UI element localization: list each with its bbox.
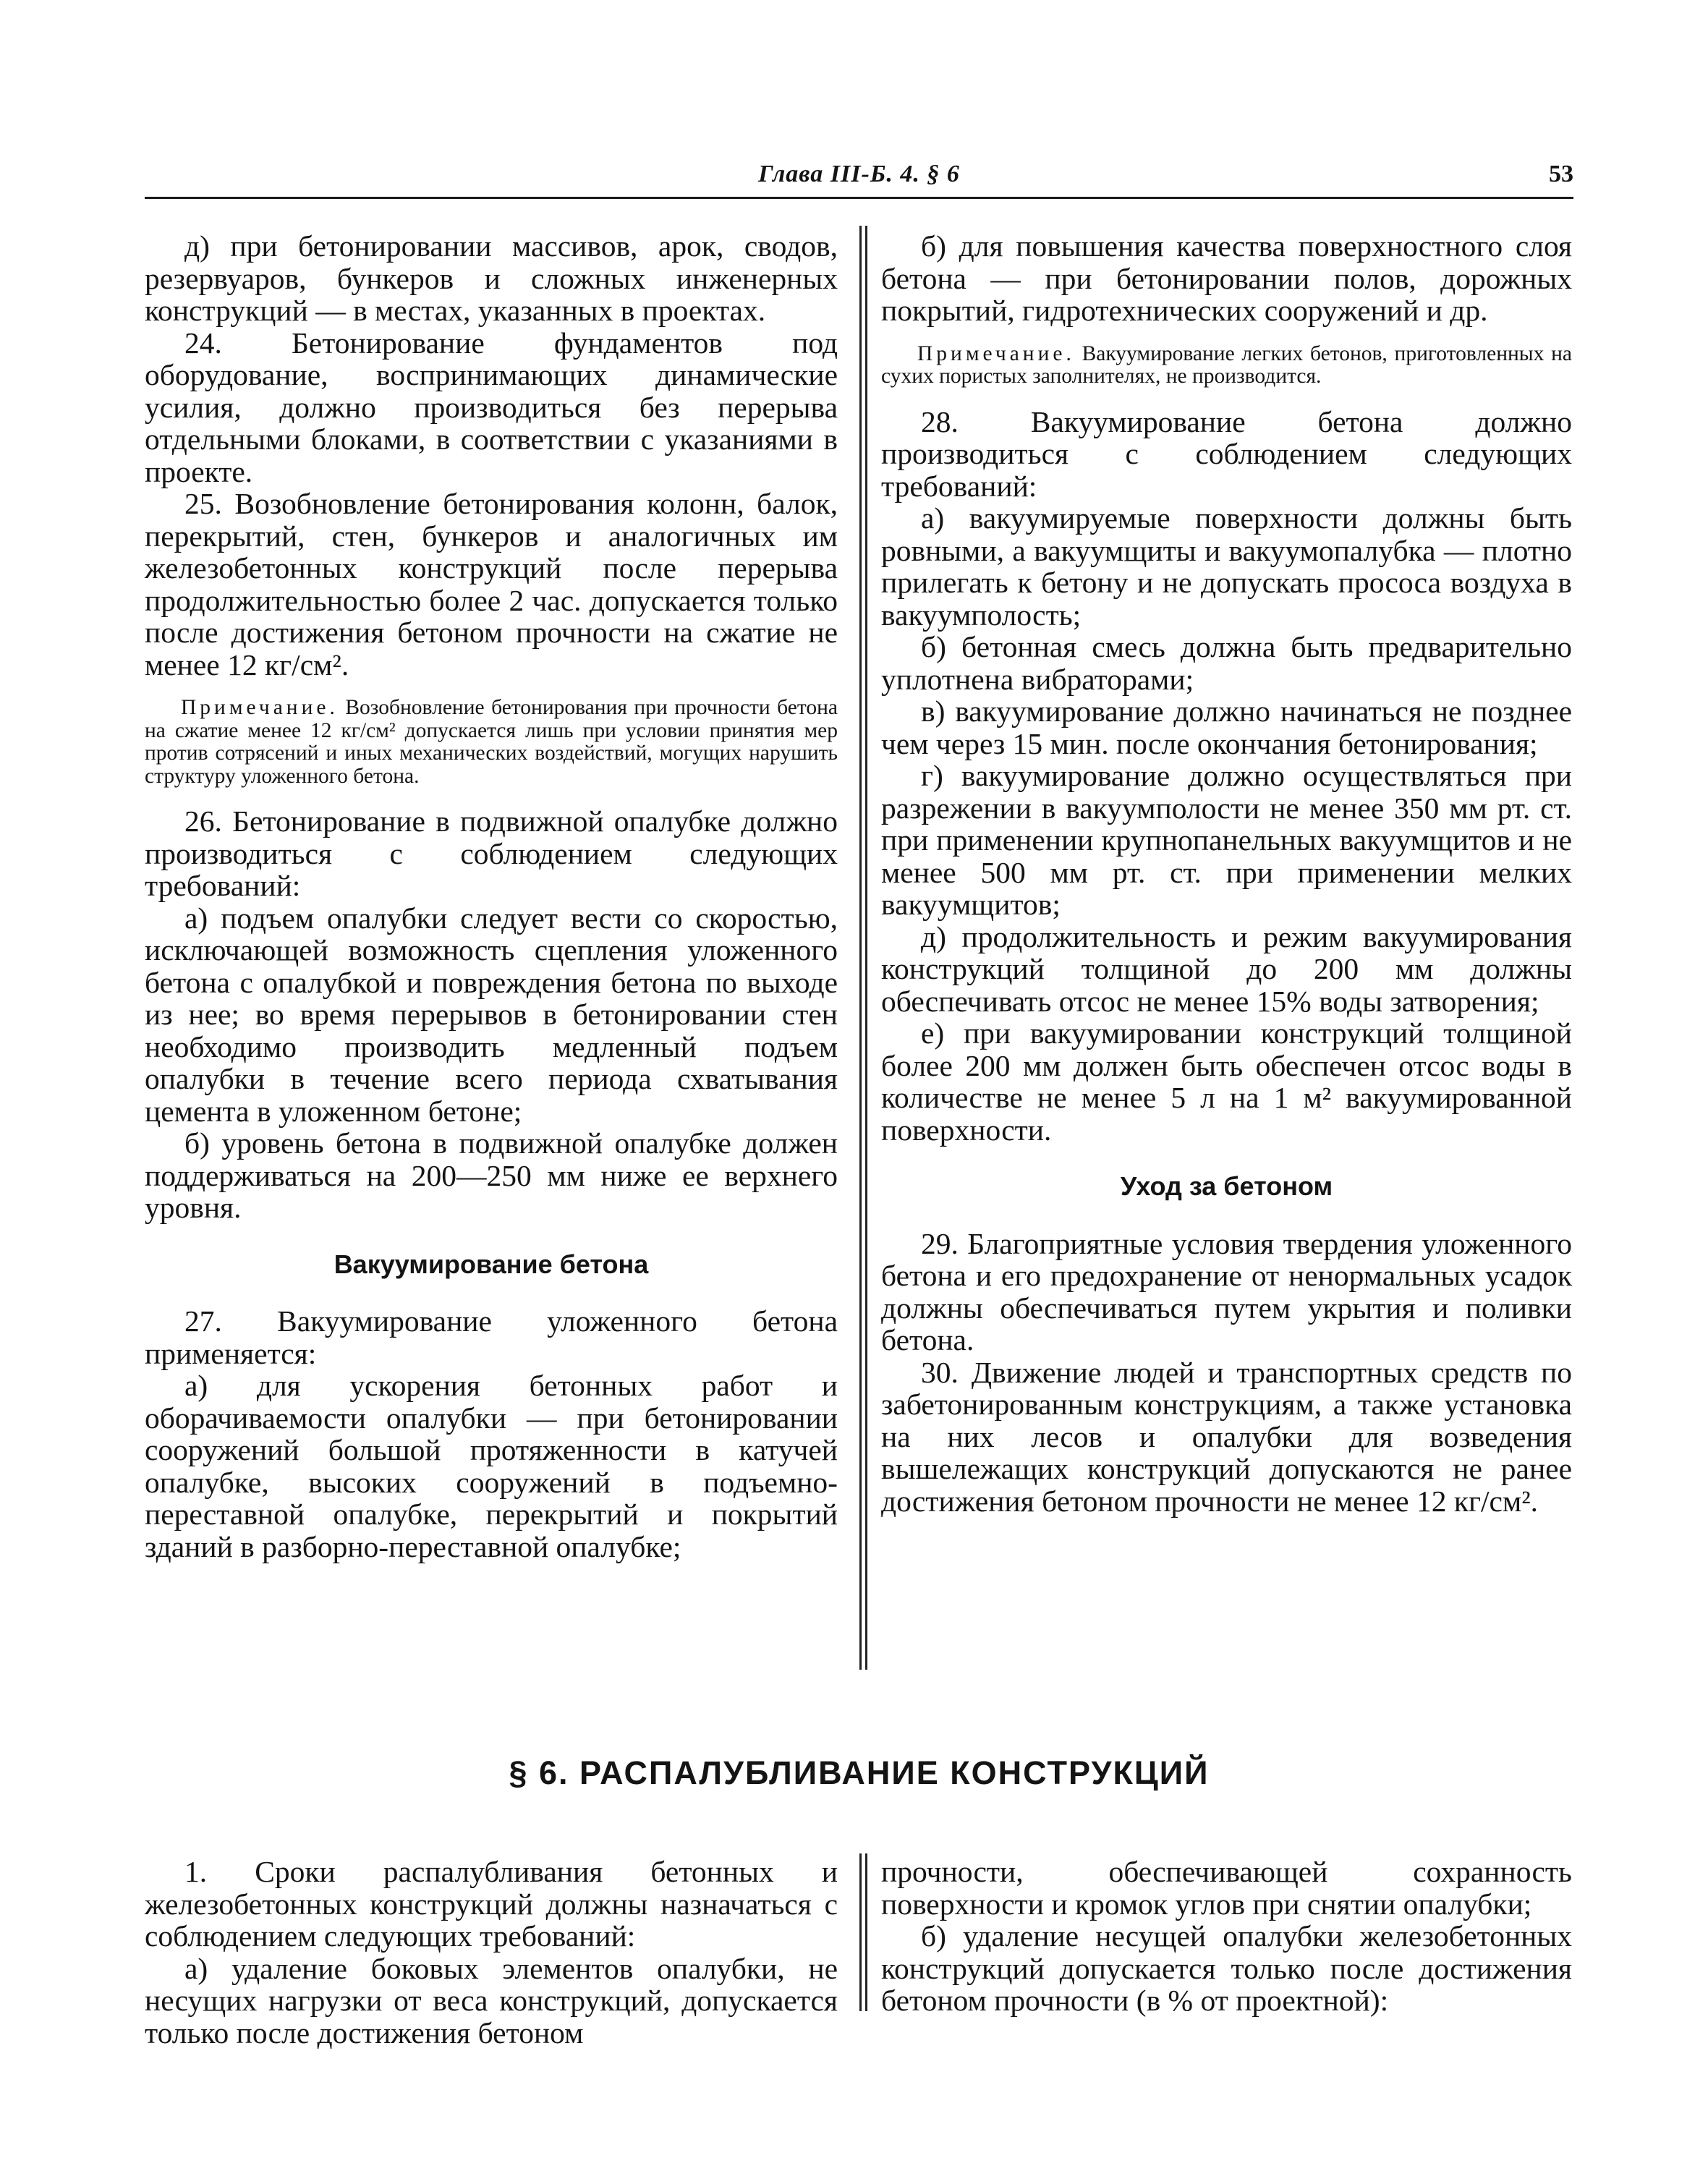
- paragraph-27: 27. Вакуумирование уложенного бетона применяется:: [145, 1304, 838, 1370]
- column-divider: [859, 226, 862, 1670]
- paragraph-24: 24. Бетонирование фундаментов под оборудование, воспринимающих динамические усилия, должно производиться без перерыва отдельными блоками, в соответствии с указаниями в проекте.: [145, 326, 838, 488]
- note: [881, 343, 1572, 388]
- paragraph-29: 29. Благоприятные условия твердения уложенного бетона и его предохранение от ненормальных усадок должны обеспечиваться путем укрытия и поливки бетона.: [881, 1226, 1572, 1356]
- note-label: Примечание.: [917, 341, 1075, 365]
- subheading-care: Уход за бетоном: [1120, 1171, 1333, 1201]
- note-text: Вакуумирование легких бетонов, приготовленных на сухих пористых заполнителях, не производится.: [881, 341, 1572, 388]
- paragraph: д) при бетонировании массивов, арок, сводов, резервуаров, бункеров и сложных инженерных конструкций — в местах, указанных в проектах.: [145, 229, 838, 327]
- paragraph-28c: в) вакуумирование должно начинаться не позднее чем через 15 мин. после окончания бетонирования;: [881, 695, 1572, 760]
- paragraph-27b: б) для повышения качества поверхностного слоя бетона — при бетонировании полов, дорожных покрытий, гидротехнических сооружений и др.: [881, 229, 1572, 327]
- bottom-right-column: [881, 1856, 1572, 2017]
- section-title: § 6. РАСПАЛУБЛИВАНИЕ КОНСТРУКЦИЙ: [509, 1754, 1210, 1791]
- paragraph-28f: е) при вакуумировании конструкций толщиной более 200 мм должен быть обеспечен отсос воды в количестве не менее 5 л на 1 м² вакуумированной поверхности.: [881, 1016, 1572, 1147]
- paragraph-28d: г) вакуумирование должно осуществляться при разрежении в вакуумполости не менее 350 мм рт. ст. при применении крупнопанельных вакуумщитов и не менее 500 мм рт. ст. при применении мелких вакуумщитов;: [881, 759, 1572, 921]
- paragraph-28: 28. Вакуумирование бетона должно производиться с соблюдением следующих требований:: [881, 404, 1572, 503]
- header-rule: [145, 197, 1573, 199]
- paragraph-28a: а) вакуумируемые поверхности должны быть ровными, а вакуумщиты и вакуумопалубка — плотно прилегать к бетону и не допускать прососа воздуха в вакуумполость;: [881, 501, 1572, 632]
- paragraph-26a: а) подъем опалубки следует вести со скоростью, исключающей возможность сцепления уложенного бетона с опалубкой и повреждения бетона по выходе из нее; во время перерывов в бетонировании стен необходимо производить медленный подъем опалубки в течение всего периода схватывания цемента в уложенном бетоне;: [145, 901, 838, 1128]
- note-text: Возобновление бетонирования при прочности бетона на сжатие менее 12 кг/см² допускается лишь при условии принятия мер против сотрясений и иных механических воздействий, могущих нарушить структуру уложенного бетона.: [145, 696, 838, 788]
- paragraph-25: 25. Возобновление бетонирования колонн, балок, перекрытий, стен, бункеров и аналогичных им железобетонных конструкций после перерыва продолжительностью более 2 час. допускается только после достижения бетоном прочности на сжатие не менее 12 кг/см².: [145, 487, 838, 681]
- paragraph-30: 30. Движение людей и транспортных средств по забетонированным конструкциям, а также установка на них лесов и опалубки для возведения вышележащих конструкций допускаются не ранее достижения бетоном прочности не менее 12 кг/см².: [881, 1355, 1572, 1518]
- column-divider: [865, 1853, 867, 2011]
- paragraph-28b: б) бетонная смесь должна быть предварительно уплотнена вибраторами;: [881, 630, 1572, 696]
- paragraph-1a-continued: прочности, обеспечивающей сохранность поверхности и кромок углов при снятии опалубки;: [881, 1855, 1572, 1921]
- column-divider: [859, 1853, 862, 2011]
- paragraph-26: 26. Бетонирование в подвижной опалубке должно производиться с соблюдением следующих требований:: [145, 804, 838, 902]
- paragraph-1a: а) удаление боковых элементов опалубки, не несущих нагрузки от веса конструкций, допускается только после достижения бетоном: [145, 1951, 838, 2050]
- note-label: Примечание.: [181, 696, 339, 719]
- column-divider: [865, 226, 867, 1670]
- top-left-column: [145, 230, 838, 1563]
- running-title: Глава III-Б. 4. § 6: [758, 161, 960, 187]
- bottom-left-column: [145, 1856, 838, 2049]
- note: [145, 697, 838, 788]
- paragraph-28e: д) продолжительность и режим вакуумирования конструкций толщиной до 200 мм должны обеспечивать отсос не менее 15% воды затворения;: [881, 919, 1572, 1018]
- paragraph-27a: а) для ускорения бетонных работ и оборачиваемости опалубки — при бетонировании сооружений большой протяженности в катучей опалубке, высоких сооружений в подъемно-переставной опалубке, перекрытий и покрытий зданий в разборно-переставной опалубке;: [145, 1369, 838, 1563]
- paragraph-1b: б) удаление несущей опалубки железобетонных конструкций допускается только после достижения бетоном прочности (в % от проектной):: [881, 1919, 1572, 2017]
- paragraph-26b: б) уровень бетона в подвижной опалубке должен поддерживаться на 200—250 мм ниже ее верхнего уровня.: [145, 1126, 838, 1224]
- running-header: [145, 161, 1573, 192]
- top-right-column: [881, 230, 1572, 1517]
- page-number: 53: [1549, 161, 1573, 187]
- paragraph-1: 1. Сроки распалубливания бетонных и железобетонных конструкций должны назначаться с соблюдением следующих требований:: [145, 1855, 838, 1953]
- subheading-vacuum: Вакуумирование бетона: [333, 1249, 649, 1279]
